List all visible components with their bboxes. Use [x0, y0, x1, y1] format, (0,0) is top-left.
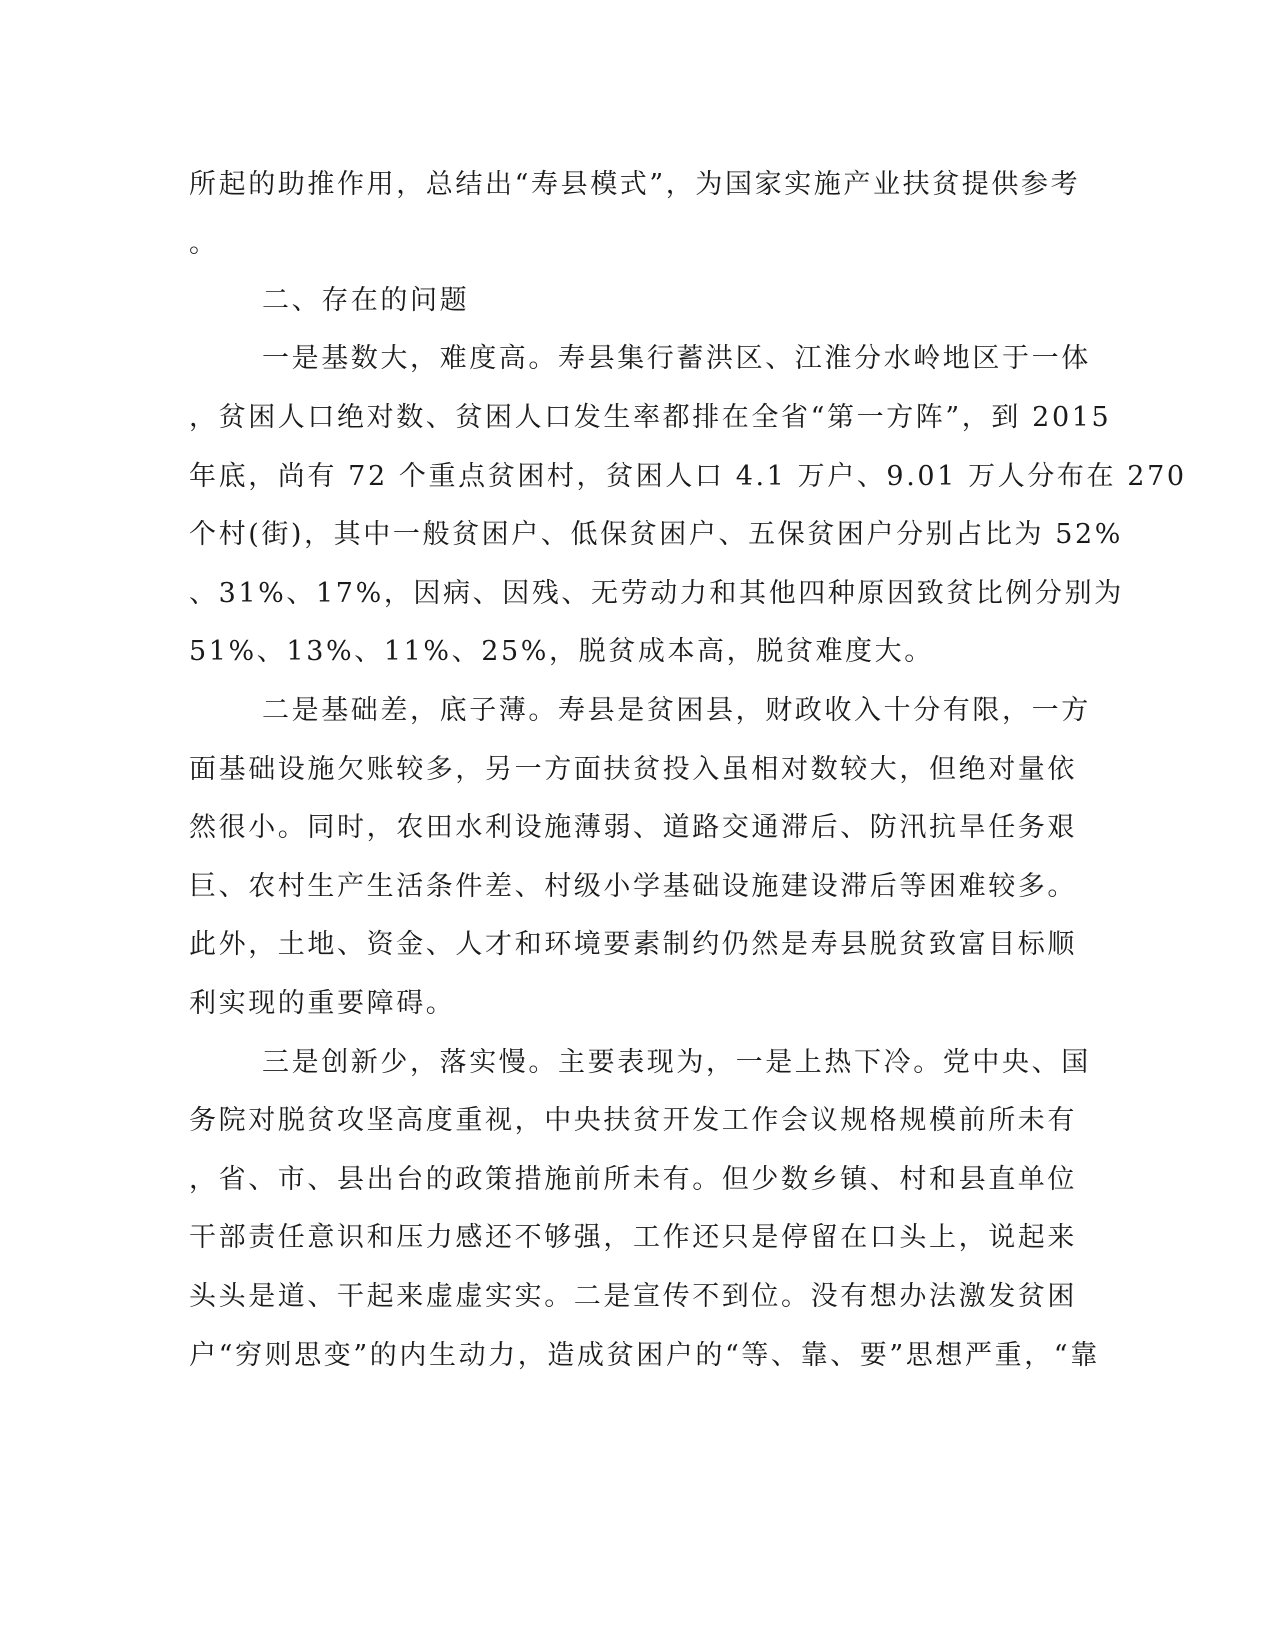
text-line: 个村(街)，其中一般贫困户、低保贫困户、五保贫困户分别占比为 52% [189, 519, 1124, 550]
text-line: 、31%、17%，因病、因残、无劳动力和其他四种原因致贫比例分别为 [189, 578, 1124, 609]
text-line: ，省、市、县出台的政策措施前所未有。但少数乡镇、村和县直单位 [189, 1164, 1077, 1195]
text-line: 所起的助推作用，总结出“寿县模式”，为国家实施产业扶贫提供参考 [189, 169, 1081, 200]
text-line: ，贫困人口绝对数、贫困人口发生率都排在全省“第一方阵”，到 2015 [189, 402, 1112, 433]
text-line: 务院对脱贫攻坚高度重视，中央扶贫开发工作会议规格规模前所未有 [189, 1105, 1077, 1136]
section-heading: 二、存在的问题 [262, 285, 470, 316]
text-line: 51%、13%、11%、25%，脱贫成本高，脱贫难度大。 [189, 636, 934, 667]
text-line: 三是创新少，落实慢。主要表现为，一是上热下冷。党中央、国 [262, 1047, 1091, 1078]
text-line: 然很小。同时，农田水利设施薄弱、道路交通滞后、防汛抗旱任务艰 [189, 812, 1077, 843]
text-line: 二是基础差，底子薄。寿县是贫困县，财政收入十分有限，一方 [262, 695, 1091, 726]
text-line: 面基础设施欠账较多，另一方面扶贫投入虽相对数较大，但绝对量依 [189, 754, 1077, 785]
text-line: 。 [189, 228, 219, 259]
text-line: 户“穷则思变”的内生动力，造成贫困户的“等、靠、要”思想严重，“靠 [189, 1340, 1100, 1371]
text-line: 巨、农村生产生活条件差、村级小学基础设施建设滞后等困难较多。 [189, 871, 1077, 902]
text-line: 利实现的重要障碍。 [189, 988, 456, 1019]
text-line: 年底，尚有 72 个重点贫困村，贫困人口 4.1 万户、9.01 万人分布在 270 [189, 461, 1187, 492]
text-line: 此外，土地、资金、人才和环境要素制约仍然是寿县脱贫致富目标顺 [189, 929, 1077, 960]
text-line: 头头是道、干起来虚虚实实。二是宣传不到位。没有想办法激发贫困 [189, 1281, 1077, 1312]
text-line: 一是基数大，难度高。寿县集行蓄洪区、江淮分水岭地区于一体 [262, 343, 1091, 374]
text-line: 干部责任意识和压力感还不够强，工作还只是停留在口头上，说起来 [189, 1222, 1077, 1253]
